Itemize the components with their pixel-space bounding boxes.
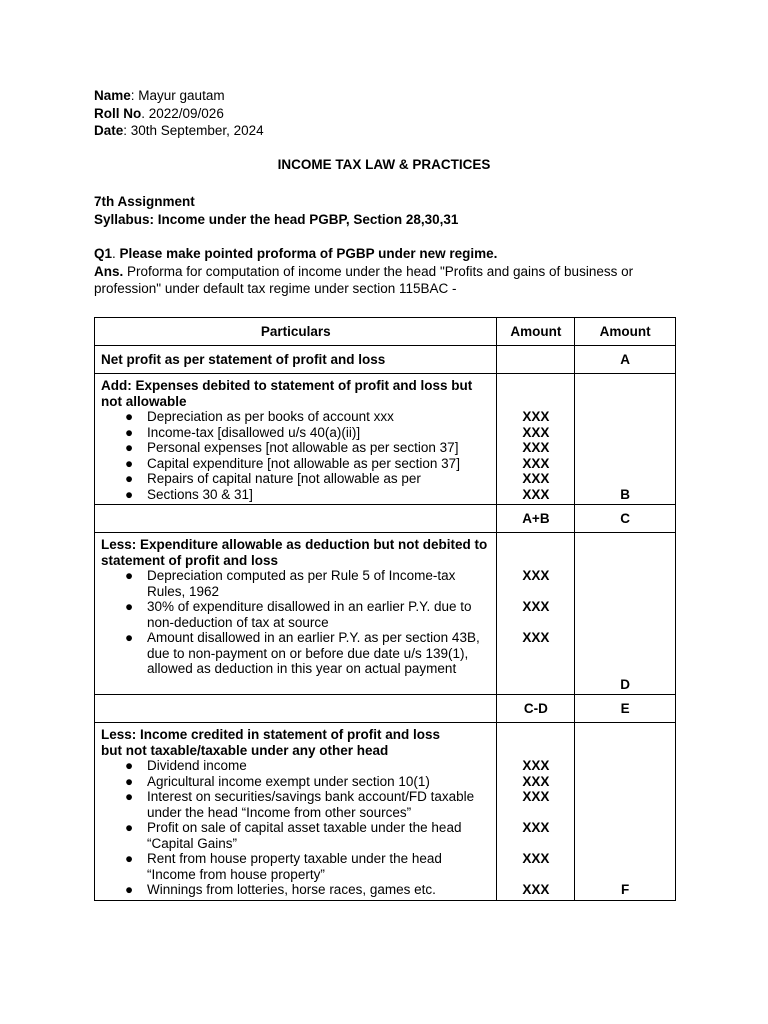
- amount-value: XXX: [522, 851, 550, 866]
- a-plus-b-amount: A+B: [497, 505, 575, 533]
- question-line: [94, 245, 694, 263]
- bullet-icon: ●: [125, 424, 134, 440]
- student-details: [94, 87, 264, 140]
- list-item: [101, 409, 490, 425]
- amount-value: XXX: [522, 882, 550, 897]
- document-title: INCOME TAX LAW & PRACTICES: [277, 157, 491, 172]
- list-item-text: Dividend income: [147, 758, 247, 773]
- list-item: [101, 425, 490, 441]
- table-header-row: [95, 318, 676, 346]
- assignment-number: 7th Assignment: [94, 194, 195, 209]
- less1-total: D: [620, 676, 631, 692]
- less1-total-cell: [575, 533, 675, 694]
- net-profit-amount-1: [497, 346, 575, 374]
- answer-line: [94, 263, 694, 298]
- amount-value: XXX: [522, 424, 550, 440]
- add-total-cell: [575, 374, 675, 504]
- bullet-icon: ●: [125, 409, 134, 424]
- amount-value: XXX: [522, 409, 550, 424]
- empty-cell: [95, 505, 497, 533]
- proforma-table: [94, 317, 676, 901]
- add-amounts: [497, 374, 574, 504]
- question-sep: .: [112, 246, 120, 261]
- amount-value: XXX: [522, 486, 550, 502]
- assignment-syllabus: Syllabus: Income under the head PGBP, Section 28,30,31: [94, 211, 459, 227]
- less1-list: [101, 568, 490, 677]
- less1-section: [95, 533, 496, 679]
- bullet-icon: ●: [125, 851, 134, 866]
- less2-total: F: [621, 882, 630, 897]
- list-item-text: Amount disallowed in an earlier P.Y. as per section 43B, due to non-payment on or before due date u/s 139(1), allowed as deduction in this year on actual payment: [147, 630, 480, 676]
- assignment-info: [94, 193, 458, 228]
- header-amount-2: Amount: [575, 318, 676, 346]
- list-item: [101, 456, 490, 472]
- bullet-icon: ●: [125, 820, 134, 835]
- list-item: [101, 774, 490, 790]
- list-item: [101, 882, 490, 898]
- name-value: : Mayur gautam: [130, 88, 225, 103]
- question-text: Please make pointed proforma of PGBP under new regime.: [119, 246, 498, 261]
- bullet-icon: ●: [125, 486, 134, 502]
- question-label: Q1: [94, 246, 113, 261]
- list-item-text: Agricultural income exempt under section 10(1): [147, 773, 430, 789]
- amount-value: XXX: [522, 758, 550, 773]
- less2-heading-line2: but not taxable/taxable under any other head: [101, 742, 389, 758]
- c-amount: C: [575, 505, 676, 533]
- less2-amounts: [497, 723, 574, 900]
- amount-value: XXX: [522, 630, 550, 645]
- list-item-text: Profit on sale of capital asset taxable under the head “Capital Gains”: [147, 820, 462, 851]
- list-item-text: Personal expenses [not allowable as per section 37]: [147, 440, 459, 455]
- less1-heading: Less: Expenditure allowable as deduction but not debited to statement of profit and loss: [101, 537, 488, 568]
- bullet-icon: ●: [125, 455, 134, 471]
- roll-line: [94, 105, 264, 123]
- list-item: [101, 568, 490, 599]
- list-item: [101, 630, 490, 677]
- date-line: [94, 122, 264, 140]
- table-row-less-1: [95, 533, 676, 695]
- empty-cell: [95, 695, 497, 723]
- amount-value: XXX: [522, 599, 550, 614]
- name-line: [94, 87, 264, 105]
- bullet-icon: ●: [125, 758, 134, 773]
- date-value: : 30th September, 2024: [123, 123, 264, 138]
- roll-label: Roll No: [94, 105, 142, 121]
- name-label: Name: [94, 88, 131, 103]
- table-row-less-2: [95, 723, 676, 901]
- less2-list: [101, 758, 490, 898]
- roll-value: . 2022/09/026: [141, 105, 224, 121]
- list-item-text: Depreciation as per books of account xxx: [147, 409, 394, 424]
- answer-text: Proforma for computation of income under the head "Profits and gains of business or profession" under default tax regime under section 115BAC -: [94, 263, 634, 296]
- list-item-text: Repairs of capital nature [not allowable as per: [147, 471, 421, 486]
- bullet-icon: ●: [125, 440, 134, 455]
- net-profit-label: Net profit as per statement of profit and loss: [101, 351, 386, 367]
- list-item: [101, 440, 490, 456]
- list-item: [101, 599, 490, 630]
- date-label: Date: [94, 123, 124, 138]
- table-row-c-minus-d: [95, 695, 676, 723]
- list-item-text: Interest on securities/savings bank account/FD taxable under the head “Income from other sources”: [147, 789, 475, 820]
- table-row-a-plus-b: [95, 505, 676, 533]
- bullet-icon: ●: [125, 568, 134, 583]
- list-item: [101, 851, 490, 882]
- bullet-icon: ●: [125, 773, 134, 789]
- bullet-icon: ●: [125, 599, 134, 614]
- list-item-text: Depreciation computed as per Rule 5 of Income-tax Rules, 1962: [147, 568, 456, 599]
- bullet-icon: ●: [125, 882, 134, 897]
- amount-value: XXX: [522, 773, 550, 789]
- table-row-add: [95, 374, 676, 505]
- amount-value: XXX: [522, 455, 550, 471]
- list-item-text: Winnings from lotteries, horse races, games etc.: [147, 882, 436, 897]
- less1-amounts: [497, 533, 574, 648]
- less2-total-cell: [575, 723, 675, 900]
- list-item: [101, 789, 490, 820]
- amount-value: XXX: [522, 820, 550, 835]
- bullet-icon: ●: [125, 630, 134, 645]
- amount-value: XXX: [522, 471, 550, 486]
- answer-label: Ans.: [94, 263, 124, 279]
- list-item-text: Sections 30 & 31]: [147, 486, 253, 502]
- e-amount: E: [575, 695, 676, 723]
- bullet-icon: ●: [125, 789, 134, 804]
- question-block: [94, 245, 694, 298]
- add-heading: Add: Expenses debited to statement of profit and loss but not allowable: [101, 378, 473, 409]
- add-list: [101, 409, 490, 502]
- bullet-icon: ●: [125, 471, 134, 486]
- header-amount-1: Amount: [497, 318, 575, 346]
- list-item: [101, 758, 490, 774]
- list-item: [101, 487, 490, 503]
- add-total: B: [620, 486, 631, 502]
- c-minus-d-amount: C-D: [497, 695, 575, 723]
- list-item-text: Capital expenditure [not allowable as per section 37]: [147, 455, 460, 471]
- less2-heading-line1: Less: Income credited in statement of profit and loss: [101, 727, 441, 742]
- list-item-text: Rent from house property taxable under the head “Income from house property”: [147, 851, 442, 882]
- amount-value: XXX: [522, 789, 550, 804]
- list-item-text: Income-tax [disallowed u/s 40(a)(ii)]: [147, 424, 361, 440]
- add-section: [95, 374, 496, 504]
- amount-value: XXX: [522, 568, 550, 583]
- list-item-text: 30% of expenditure disallowed in an earlier P.Y. due to non-deduction of tax at source: [147, 599, 472, 630]
- less2-section: [95, 723, 496, 900]
- net-profit-amount-2: A: [575, 346, 676, 374]
- list-item: [101, 820, 490, 851]
- table-row-net-profit: [95, 346, 676, 374]
- header-particulars: Particulars: [95, 318, 497, 346]
- amount-value: XXX: [522, 440, 550, 455]
- list-item: [101, 471, 490, 487]
